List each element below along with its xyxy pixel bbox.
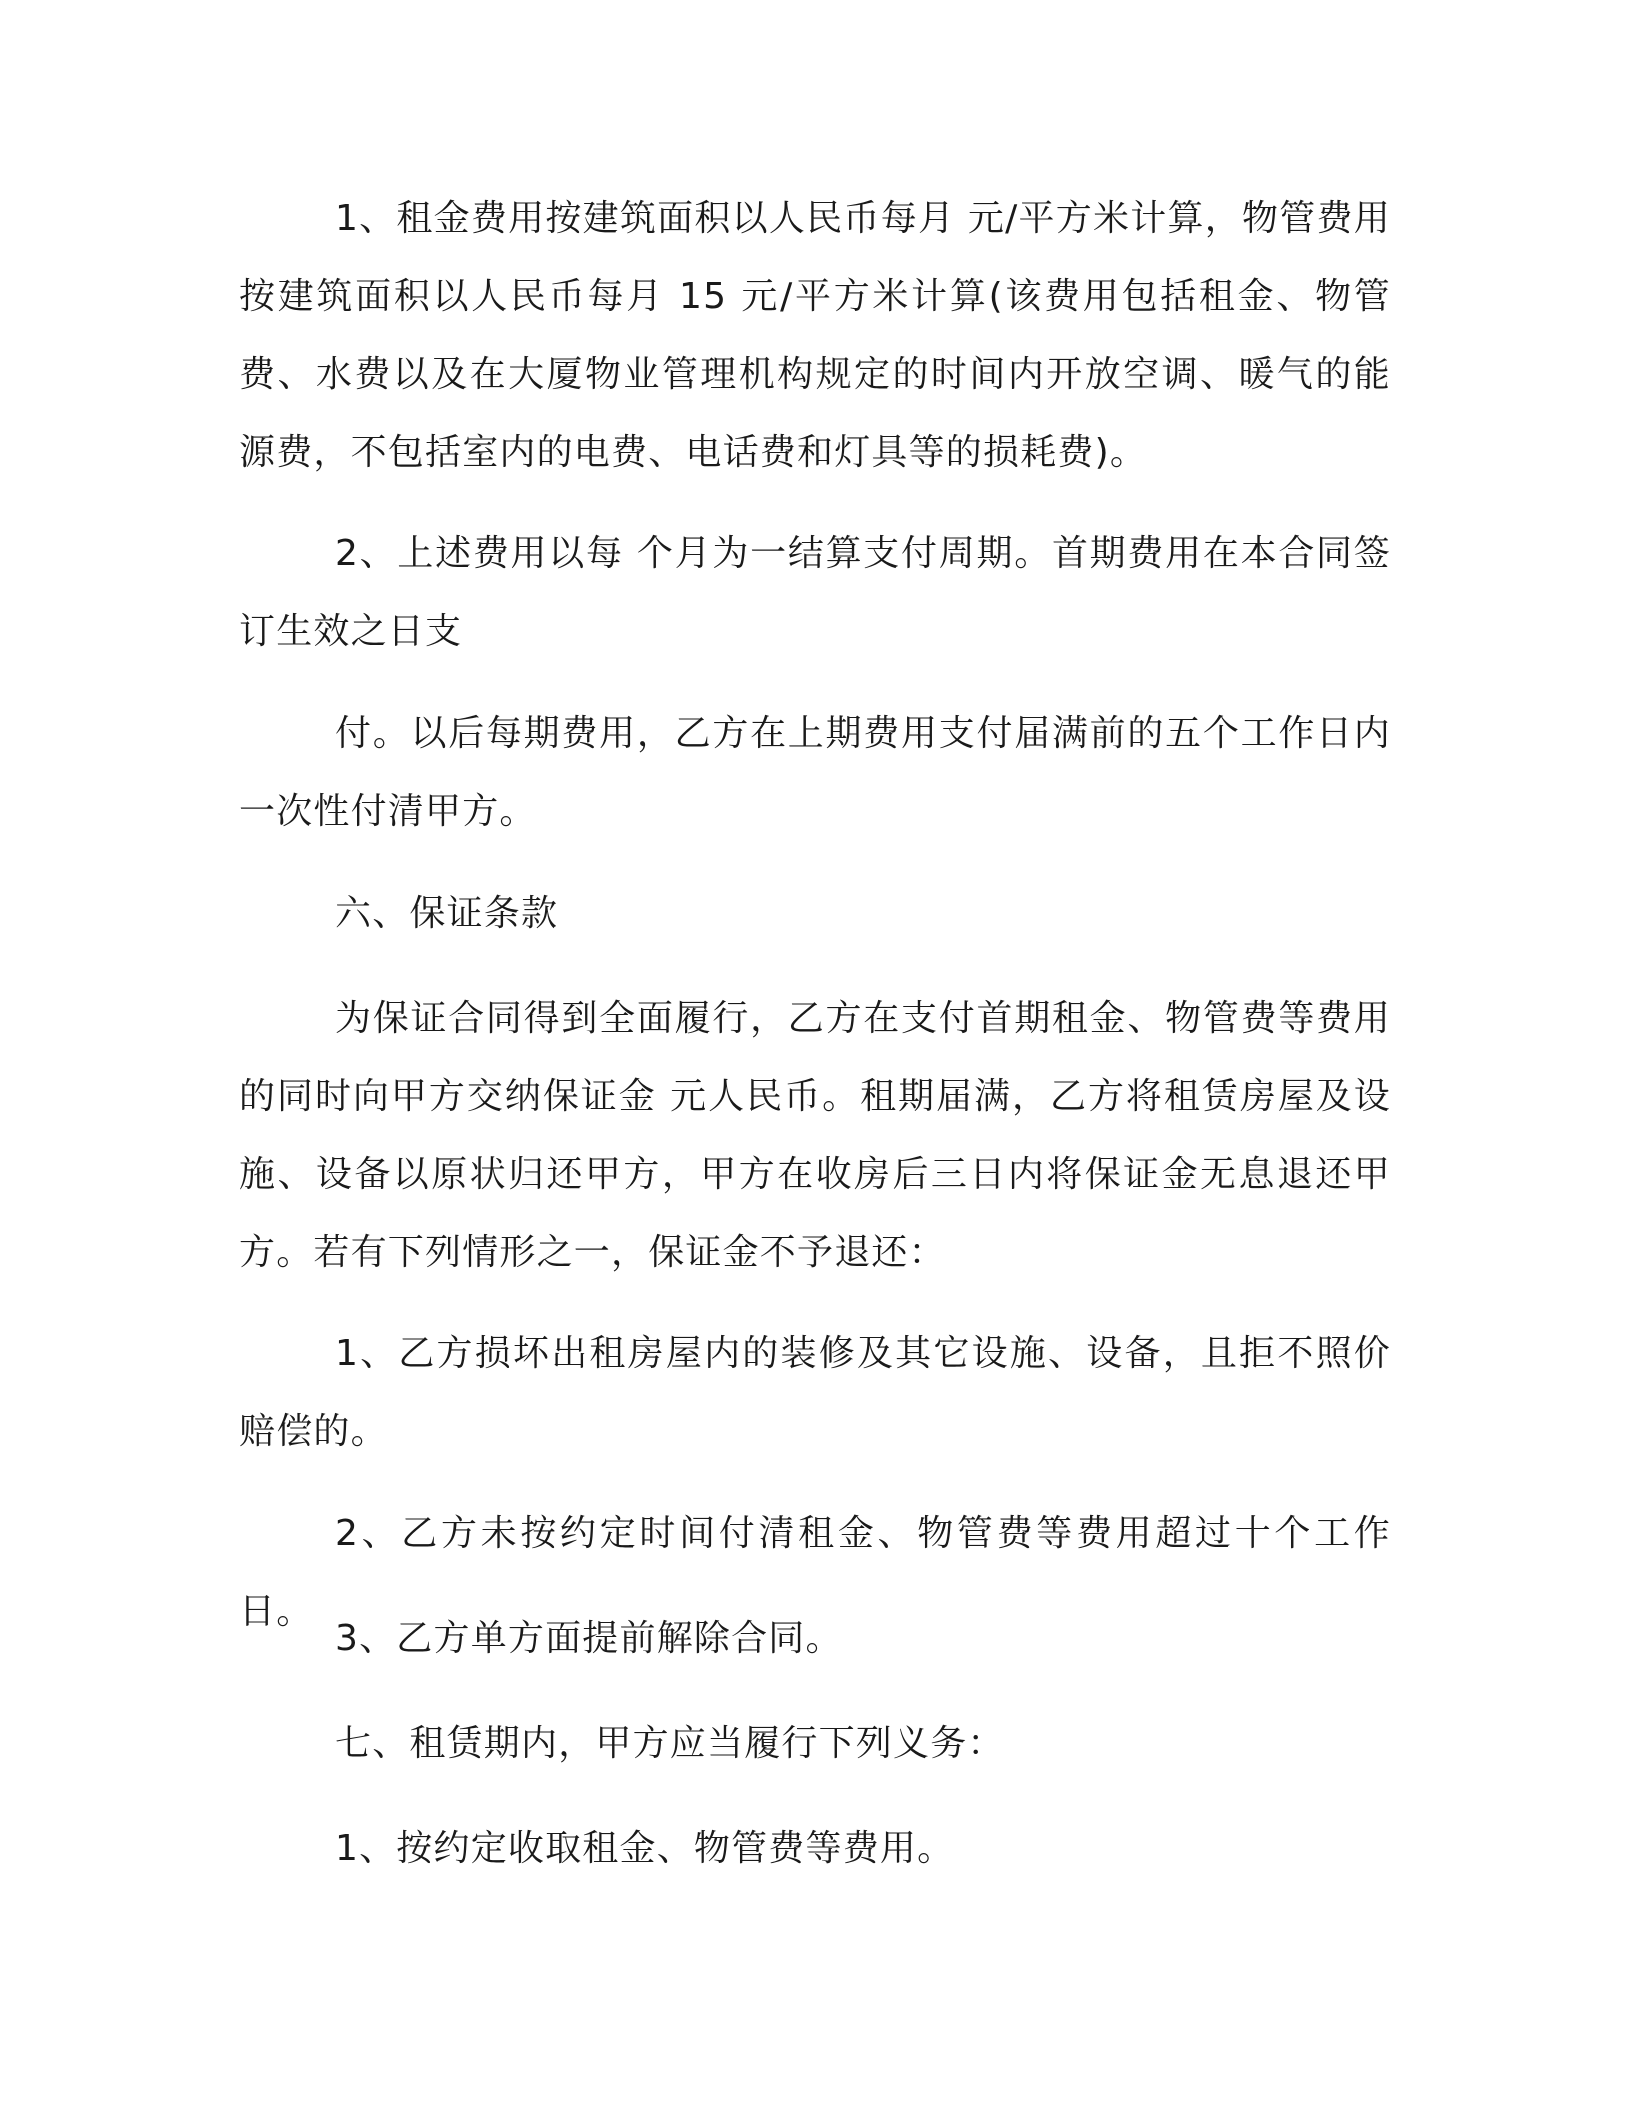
rent-fee-clause: 1、租金费用按建筑面积以人民币每月 元/平方米计算，物管费用按建筑面积以人民币每月 15 元/平方米计算(该费用包括租金、物管费、水费以及在大厦物业管理机构规定的时间内开放空调、暖气的能源费，不包括室内的电费、电话费和灯具等的损耗费)。: [239, 198, 1391, 473]
guarantee-deposit-clause: 为保证合同得到全面履行，乙方在支付首期租金、物管费等费用的同时向甲方交纳保证金 元人民币。租期届满，乙方将租赁房屋及设施、设备以原状归还甲方，甲方在收房后三日内将保证金无息退还甲方。若有下列情形之一，保证金不予退还：: [239, 998, 1391, 1273]
deposit-exception-2: 2、乙方未按约定时间付清租金、物管费等费用超过十个工作日。: [239, 1513, 1391, 1632]
section-heading-guarantee: 六、保证条款: [335, 893, 559, 934]
payment-cycle-continuation: 付。以后每期费用，乙方在上期费用支付届满前的五个工作日内一次性付清甲方。: [239, 713, 1391, 832]
deposit-exception-3: 3、乙方单方面提前解除合同。: [335, 1618, 843, 1659]
lessor-duty-1: 1、按约定收取租金、物管费等费用。: [335, 1828, 955, 1869]
section-heading-lessor-duties: 七、租赁期内，甲方应当履行下列义务：: [335, 1723, 1005, 1764]
deposit-exception-1: 1、乙方损坏出租房屋内的装修及其它设施、设备，且拒不照价赔偿的。: [239, 1333, 1391, 1452]
payment-cycle-clause: 2、上述费用以每 个月为一结算支付周期。首期费用在本合同签订生效之日支: [239, 533, 1391, 652]
